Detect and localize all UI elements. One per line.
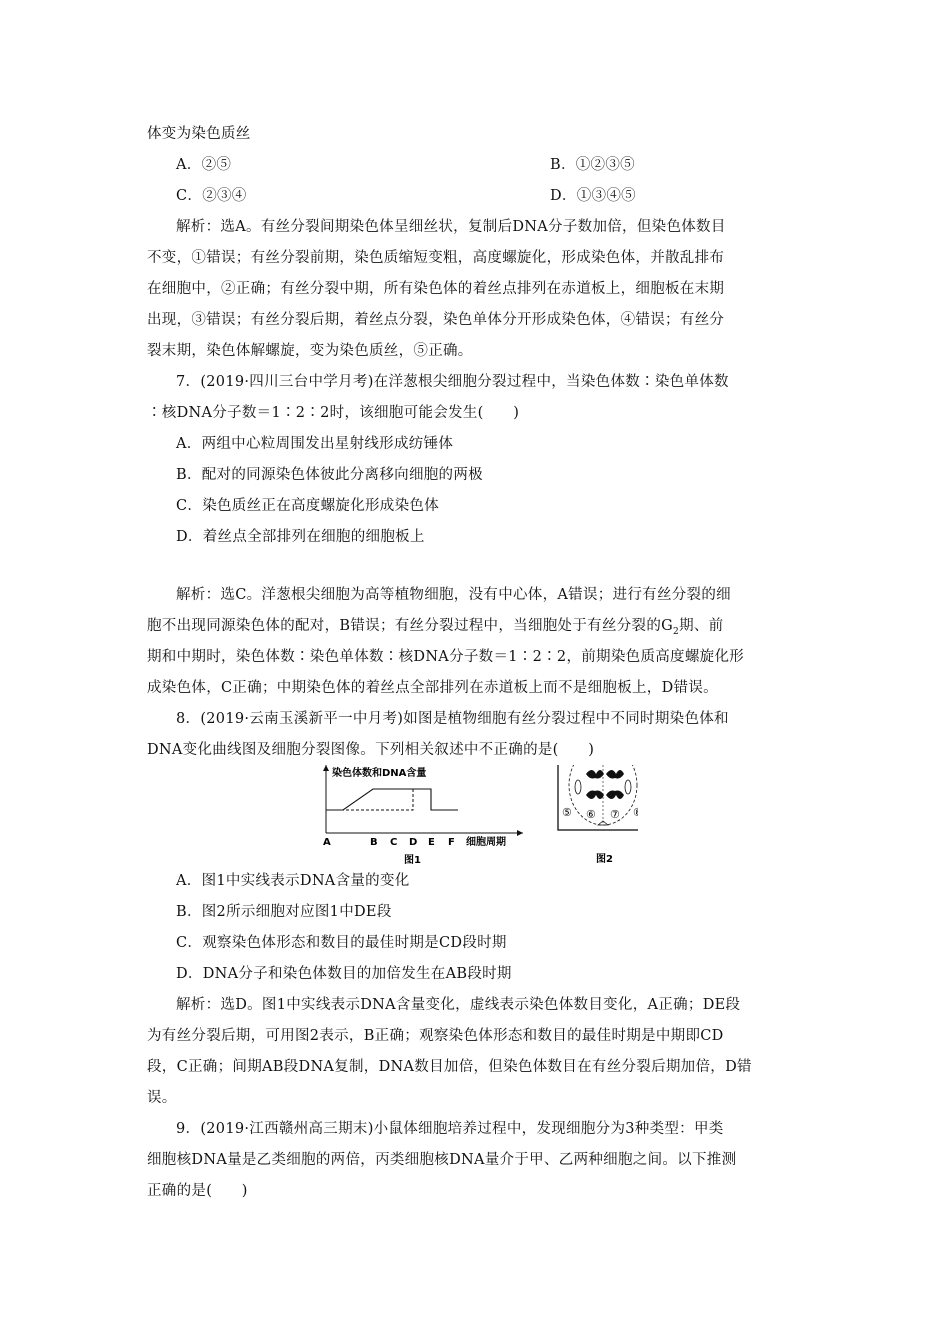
figure-2-caption: 图2 — [596, 854, 613, 865]
chromosome-outline — [625, 780, 631, 794]
answer-text: 胞不出现同源染色体的配对，B错误；有丝分裂过程中，当细胞处于有丝分裂的G — [147, 618, 674, 634]
answer-line: 误。 — [147, 1090, 177, 1106]
question-7: 7．(2019·四川三台中学月考)在洋葱根尖细胞分裂过程中，当染色体数∶染色单体数 — [176, 374, 729, 390]
answer-line: 段，C正确；间期AB段DNA复制，DNA数目加倍，但染色体数目在有丝分裂后期加倍，D错 — [147, 1059, 752, 1075]
answer-line: 解析：选A。有丝分裂间期染色体呈细丝状，复制后DNA分子数加倍，但染色体数目 — [176, 219, 726, 235]
option-b: B．配对的同源染色体彼此分离移向细胞的两极 — [176, 467, 483, 483]
y-axis-label: 染色体数和DNA含量 — [332, 768, 427, 779]
chromosome-outline — [575, 780, 581, 794]
chromosome-curve — [326, 789, 431, 810]
chromosome — [606, 770, 624, 779]
answer-text: 期、前 — [679, 618, 724, 634]
tick-label: F — [448, 837, 455, 848]
answer-line — [147, 616, 807, 642]
figure-2 — [558, 765, 638, 865]
answer-line: 成染色体，C正确；中期染色体的着丝点全部排列在赤道板上而不是细胞板上，D错误。 — [147, 680, 718, 696]
figure-1 — [323, 765, 523, 866]
answer-line: 解析：选C。洋葱根尖细胞为高等植物细胞，没有中心体，A错误；进行有丝分裂的细 — [176, 587, 731, 603]
answer-line: 在细胞中，②正确；有丝分裂中期，所有染色体的着丝点排列在赤道板上，细胞板在末期 — [147, 281, 725, 297]
option-c: C．②③④ — [176, 188, 247, 204]
cell-label — [633, 765, 638, 767]
option-a: A．两组中心粒周围发出星射线形成纺锤体 — [176, 436, 454, 452]
cell-label — [562, 765, 572, 767]
answer-line: 裂末期，染色体解螺旋，变为染色质丝，⑤正确。 — [147, 343, 473, 359]
question-7-cont: ∶核DNA分子数＝1∶2∶2时，该细胞可能会发生( ) — [147, 405, 520, 421]
cell-label: ⑧ — [633, 806, 638, 819]
question-9-cont: 细胞核DNA量是乙类细胞的两倍，丙类细胞核DNA量介于甲、乙两种细胞之间。以下推测 — [147, 1152, 737, 1168]
cell-label: ⑤ — [562, 806, 572, 819]
tick-label: D — [409, 837, 418, 848]
subscript: 2 — [673, 626, 680, 637]
y-axis-arrow — [323, 765, 329, 771]
answer-line: 为有丝分裂后期，可用图2表示，B正确；观察染色体形态和数目的最佳时期是中期即CD — [147, 1028, 724, 1044]
x-axis-arrow — [517, 830, 523, 836]
cell-label: ⑦ — [610, 808, 620, 821]
option-a: A．图1中实线表示DNA含量的变化 — [176, 873, 410, 889]
question-8-cont: DNA变化曲线图及细胞分裂图像。下列相关叙述中不正确的是( ) — [147, 742, 595, 758]
x-axis-label: 细胞周期 — [466, 837, 506, 848]
option-c: C．染色质丝正在高度螺旋化形成染色体 — [176, 498, 439, 514]
answer-line: 不变，①错误；有丝分裂前期，染色质缩短变粗，高度螺旋化，形成染色体，并散乱排布 — [147, 250, 725, 266]
chromosome — [606, 791, 624, 800]
chromosome — [586, 770, 604, 779]
answer-line: 期和中期时，染色体数∶染色单体数∶核DNA分子数＝1∶2∶2，前期染色质高度螺旋化形 — [147, 649, 745, 665]
cell-label: ⑥ — [586, 808, 596, 821]
answer-line: 解析：选D。图1中实线表示DNA含量变化，虚线表示染色体数目变化，A正确；DE段 — [176, 997, 741, 1013]
dna-curve — [326, 789, 458, 810]
option-c: C．观察染色体形态和数目的最佳时期是CD段时期 — [176, 935, 507, 951]
option-b: B．图2所示细胞对应图1中DE段 — [176, 904, 392, 920]
tick-label: A — [323, 837, 331, 848]
option-d: D．着丝点全部排列在细胞的细胞板上 — [176, 529, 425, 545]
option-b: B．①②③⑤ — [550, 157, 635, 173]
option-d: D．DNA分子和染色体数目的加倍发生在AB段时期 — [176, 966, 512, 982]
option-a: A．②⑤ — [176, 157, 232, 173]
question-9-cont: 正确的是( ) — [147, 1183, 248, 1199]
tick-label: B — [370, 837, 378, 848]
tick-label: E — [428, 837, 435, 848]
question-9: 9．(2019·江西赣州高三期末)小鼠体细胞培养过程中，发现细胞分为3种类型：甲类 — [176, 1121, 724, 1137]
figure-1-caption: 图1 — [404, 855, 421, 866]
chromosome — [586, 791, 604, 800]
figure-1-svg — [318, 765, 638, 870]
tick-label: C — [390, 837, 398, 848]
text-line: 体变为染色质丝 — [147, 126, 251, 142]
question-8: 8．(2019·云南玉溪新平一中月考)如图是植物细胞有丝分裂过程中不同时期染色体和 — [176, 711, 729, 727]
answer-line: 出现，③错误；有丝分裂后期，着丝点分裂，染色单体分开形成染色体，④错误；有丝分 — [147, 312, 725, 328]
option-d: D．①③④⑤ — [550, 188, 636, 204]
